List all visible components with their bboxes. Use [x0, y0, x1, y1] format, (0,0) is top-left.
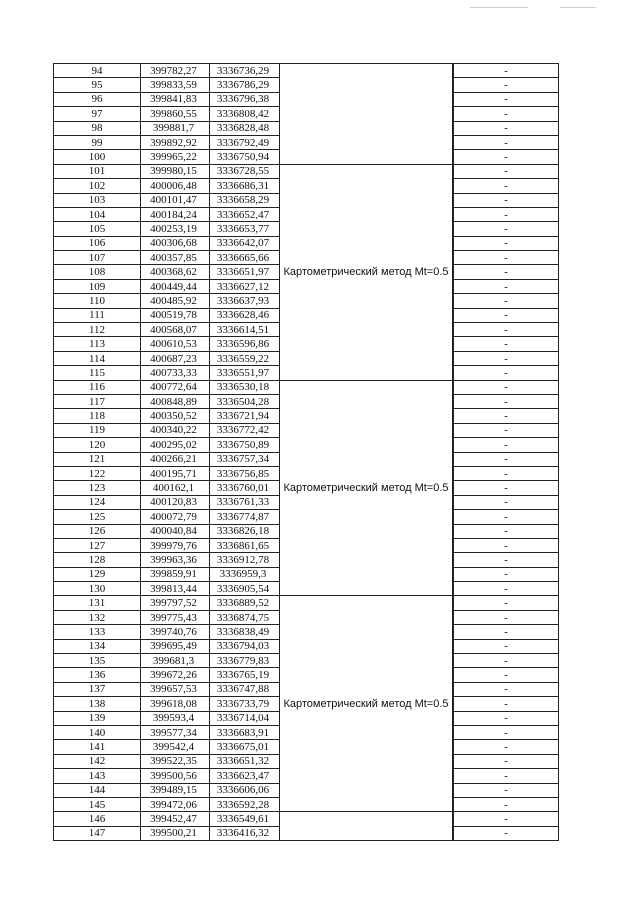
x-coordinate-cell: 400195,71 — [141, 466, 210, 480]
x-coordinate-cell: 400357,85 — [141, 251, 210, 265]
point-number-cell: 145 — [54, 797, 141, 811]
x-coordinate-cell: 400253,19 — [141, 222, 210, 236]
x-coordinate-cell: 400519,78 — [141, 308, 210, 322]
scan-mark — [560, 7, 596, 8]
point-number-cell: 143 — [54, 769, 141, 783]
y-coordinate-cell: 3336623,47 — [210, 769, 280, 783]
y-coordinate-cell: 3336794,03 — [210, 639, 280, 653]
point-number-cell: 133 — [54, 625, 141, 639]
accuracy-cell: - — [454, 740, 559, 754]
x-coordinate-cell: 400687,23 — [141, 351, 210, 365]
point-number-cell: 101 — [54, 164, 141, 178]
accuracy-cell: - — [454, 783, 559, 797]
scan-mark — [470, 7, 528, 8]
y-coordinate-cell: 3336750,94 — [210, 150, 280, 164]
y-coordinate-cell: 3336760,01 — [210, 481, 280, 495]
y-coordinate-cell: 3336549,61 — [210, 812, 280, 826]
accuracy-cell: - — [454, 135, 559, 149]
x-coordinate-cell: 399963,36 — [141, 553, 210, 567]
y-coordinate-cell: 3336828,48 — [210, 121, 280, 135]
y-coordinate-cell: 3336736,29 — [210, 64, 280, 78]
accuracy-cell: - — [454, 725, 559, 739]
y-coordinate-cell: 3336614,51 — [210, 323, 280, 337]
point-number-cell: 120 — [54, 438, 141, 452]
table-row — [54, 596, 559, 610]
accuracy-cell: - — [454, 366, 559, 380]
y-coordinate-cell: 3336637,93 — [210, 294, 280, 308]
y-coordinate-cell: 3336658,29 — [210, 193, 280, 207]
accuracy-cell: - — [454, 697, 559, 711]
y-coordinate-cell: 3336733,79 — [210, 697, 280, 711]
x-coordinate-cell: 400006,48 — [141, 179, 210, 193]
x-coordinate-cell: 400101,47 — [141, 193, 210, 207]
x-coordinate-cell: 400295,02 — [141, 438, 210, 452]
accuracy-cell: - — [454, 409, 559, 423]
point-number-cell: 130 — [54, 582, 141, 596]
x-coordinate-cell: 400568,07 — [141, 323, 210, 337]
method-cell: Картометрический метод Mt=0.5 — [280, 596, 453, 812]
point-number-cell: 112 — [54, 323, 141, 337]
point-number-cell: 125 — [54, 510, 141, 524]
x-coordinate-cell: 399740,76 — [141, 625, 210, 639]
point-number-cell: 140 — [54, 725, 141, 739]
x-coordinate-cell: 399522,35 — [141, 754, 210, 768]
point-number-cell: 119 — [54, 423, 141, 437]
accuracy-cell: - — [454, 812, 559, 826]
point-number-cell: 144 — [54, 783, 141, 797]
x-coordinate-cell: 400040,84 — [141, 524, 210, 538]
point-number-cell: 127 — [54, 538, 141, 552]
y-coordinate-cell: 3336765,19 — [210, 668, 280, 682]
point-number-cell: 128 — [54, 553, 141, 567]
x-coordinate-cell: 399782,27 — [141, 64, 210, 78]
table-row — [54, 380, 559, 394]
x-coordinate-cell: 399979,76 — [141, 538, 210, 552]
accuracy-cell: - — [454, 64, 559, 78]
accuracy-cell: - — [454, 92, 559, 106]
x-coordinate-cell: 400368,62 — [141, 265, 210, 279]
y-coordinate-cell: 3336786,29 — [210, 78, 280, 92]
x-coordinate-cell: 399500,56 — [141, 769, 210, 783]
accuracy-cell: - — [454, 682, 559, 696]
y-coordinate-cell: 3336606,06 — [210, 783, 280, 797]
point-number-cell: 146 — [54, 812, 141, 826]
method-cell — [280, 64, 453, 165]
accuracy-cell: - — [454, 654, 559, 668]
point-number-cell: 107 — [54, 251, 141, 265]
y-coordinate-cell: 3336596,86 — [210, 337, 280, 351]
accuracy-cell: - — [454, 538, 559, 552]
point-number-cell: 124 — [54, 495, 141, 509]
y-coordinate-cell: 3336889,52 — [210, 596, 280, 610]
accuracy-cell: - — [454, 596, 559, 610]
x-coordinate-cell: 399618,08 — [141, 697, 210, 711]
x-coordinate-cell: 400340,22 — [141, 423, 210, 437]
x-coordinate-cell: 399657,53 — [141, 682, 210, 696]
point-number-cell: 147 — [54, 826, 141, 840]
point-number-cell: 139 — [54, 711, 141, 725]
x-coordinate-cell: 400350,52 — [141, 409, 210, 423]
point-number-cell: 114 — [54, 351, 141, 365]
x-coordinate-cell: 399833,59 — [141, 78, 210, 92]
point-number-cell: 105 — [54, 222, 141, 236]
point-number-cell: 142 — [54, 754, 141, 768]
accuracy-cell: - — [454, 481, 559, 495]
y-coordinate-cell: 3336652,47 — [210, 207, 280, 221]
accuracy-cell: - — [454, 423, 559, 437]
accuracy-cell: - — [454, 524, 559, 538]
x-coordinate-cell: 399695,49 — [141, 639, 210, 653]
accuracy-cell: - — [454, 438, 559, 452]
accuracy-cell: - — [454, 193, 559, 207]
y-coordinate-cell: 3336714,04 — [210, 711, 280, 725]
y-coordinate-cell: 3336826,18 — [210, 524, 280, 538]
point-number-cell: 94 — [54, 64, 141, 78]
point-number-cell: 115 — [54, 366, 141, 380]
x-coordinate-cell: 400449,44 — [141, 279, 210, 293]
x-coordinate-cell: 399452,47 — [141, 812, 210, 826]
y-coordinate-cell: 3336675,01 — [210, 740, 280, 754]
point-number-cell: 122 — [54, 466, 141, 480]
x-coordinate-cell: 400072,79 — [141, 510, 210, 524]
point-number-cell: 135 — [54, 654, 141, 668]
x-coordinate-cell: 400485,92 — [141, 294, 210, 308]
y-coordinate-cell: 3336551,97 — [210, 366, 280, 380]
method-cell: Картометрический метод Mt=0.5 — [280, 164, 453, 380]
y-coordinate-cell: 3336756,85 — [210, 466, 280, 480]
accuracy-cell: - — [454, 797, 559, 811]
y-coordinate-cell: 3336757,34 — [210, 452, 280, 466]
x-coordinate-cell: 399892,92 — [141, 135, 210, 149]
y-coordinate-cell: 3336959,3 — [210, 567, 280, 581]
method-cell — [280, 812, 453, 841]
y-coordinate-cell: 3336665,66 — [210, 251, 280, 265]
accuracy-cell: - — [454, 639, 559, 653]
accuracy-cell: - — [454, 207, 559, 221]
x-coordinate-cell: 400306,68 — [141, 236, 210, 250]
y-coordinate-cell: 3336747,88 — [210, 682, 280, 696]
x-coordinate-cell: 399681,3 — [141, 654, 210, 668]
accuracy-cell: - — [454, 222, 559, 236]
point-number-cell: 106 — [54, 236, 141, 250]
y-coordinate-cell: 3336416,32 — [210, 826, 280, 840]
accuracy-cell: - — [454, 294, 559, 308]
table-row — [54, 812, 559, 826]
x-coordinate-cell: 400162,1 — [141, 481, 210, 495]
point-number-cell: 99 — [54, 135, 141, 149]
x-coordinate-cell: 399965,22 — [141, 150, 210, 164]
accuracy-cell: - — [454, 582, 559, 596]
accuracy-cell: - — [454, 495, 559, 509]
point-number-cell: 131 — [54, 596, 141, 610]
y-coordinate-cell: 3336504,28 — [210, 394, 280, 408]
x-coordinate-cell: 400184,24 — [141, 207, 210, 221]
y-coordinate-cell: 3336653,77 — [210, 222, 280, 236]
x-coordinate-cell: 399841,83 — [141, 92, 210, 106]
x-coordinate-cell: 400120,83 — [141, 495, 210, 509]
accuracy-cell: - — [454, 179, 559, 193]
y-coordinate-cell: 3336750,89 — [210, 438, 280, 452]
accuracy-cell: - — [454, 567, 559, 581]
point-number-cell: 100 — [54, 150, 141, 164]
y-coordinate-cell: 3336642,07 — [210, 236, 280, 250]
y-coordinate-cell: 3336628,46 — [210, 308, 280, 322]
accuracy-cell: - — [454, 308, 559, 322]
table-row — [54, 164, 559, 178]
accuracy-cell: - — [454, 164, 559, 178]
point-number-cell: 129 — [54, 567, 141, 581]
y-coordinate-cell: 3336808,42 — [210, 107, 280, 121]
accuracy-cell: - — [454, 754, 559, 768]
accuracy-cell: - — [454, 380, 559, 394]
y-coordinate-cell: 3336627,12 — [210, 279, 280, 293]
x-coordinate-cell: 399489,15 — [141, 783, 210, 797]
point-number-cell: 97 — [54, 107, 141, 121]
accuracy-cell: - — [454, 265, 559, 279]
point-number-cell: 110 — [54, 294, 141, 308]
y-coordinate-cell: 3336761,33 — [210, 495, 280, 509]
y-coordinate-cell: 3336796,38 — [210, 92, 280, 106]
accuracy-cell: - — [454, 279, 559, 293]
y-coordinate-cell: 3336686,31 — [210, 179, 280, 193]
coordinates-table — [53, 63, 559, 841]
accuracy-cell: - — [454, 625, 559, 639]
y-coordinate-cell: 3336559,22 — [210, 351, 280, 365]
point-number-cell: 132 — [54, 610, 141, 624]
point-number-cell: 138 — [54, 697, 141, 711]
point-number-cell: 104 — [54, 207, 141, 221]
table-row — [54, 64, 559, 78]
y-coordinate-cell: 3336728,55 — [210, 164, 280, 178]
x-coordinate-cell: 399500,21 — [141, 826, 210, 840]
y-coordinate-cell: 3336651,32 — [210, 754, 280, 768]
accuracy-cell: - — [454, 769, 559, 783]
accuracy-cell: - — [454, 394, 559, 408]
accuracy-cell: - — [454, 466, 559, 480]
point-number-cell: 96 — [54, 92, 141, 106]
point-number-cell: 141 — [54, 740, 141, 754]
accuracy-cell: - — [454, 351, 559, 365]
y-coordinate-cell: 3336592,28 — [210, 797, 280, 811]
accuracy-cell: - — [454, 452, 559, 466]
y-coordinate-cell: 3336861,65 — [210, 538, 280, 552]
x-coordinate-cell: 400266,21 — [141, 452, 210, 466]
point-number-cell: 95 — [54, 78, 141, 92]
accuracy-cell: - — [454, 251, 559, 265]
x-coordinate-cell: 399881,7 — [141, 121, 210, 135]
point-number-cell: 121 — [54, 452, 141, 466]
point-number-cell: 117 — [54, 394, 141, 408]
x-coordinate-cell: 399472,06 — [141, 797, 210, 811]
point-number-cell: 116 — [54, 380, 141, 394]
accuracy-cell: - — [454, 121, 559, 135]
point-number-cell: 123 — [54, 481, 141, 495]
x-coordinate-cell: 399542,4 — [141, 740, 210, 754]
accuracy-cell: - — [454, 323, 559, 337]
point-number-cell: 136 — [54, 668, 141, 682]
point-number-cell: 98 — [54, 121, 141, 135]
x-coordinate-cell: 400772,64 — [141, 380, 210, 394]
y-coordinate-cell: 3336530,18 — [210, 380, 280, 394]
x-coordinate-cell: 400610,53 — [141, 337, 210, 351]
accuracy-cell: - — [454, 236, 559, 250]
x-coordinate-cell: 399797,52 — [141, 596, 210, 610]
x-coordinate-cell: 400848,89 — [141, 394, 210, 408]
y-coordinate-cell: 3336874,75 — [210, 610, 280, 624]
accuracy-cell: - — [454, 150, 559, 164]
point-number-cell: 126 — [54, 524, 141, 538]
point-number-cell: 118 — [54, 409, 141, 423]
point-number-cell: 102 — [54, 179, 141, 193]
point-number-cell: 134 — [54, 639, 141, 653]
y-coordinate-cell: 3336651,97 — [210, 265, 280, 279]
accuracy-cell: - — [454, 668, 559, 682]
point-number-cell: 109 — [54, 279, 141, 293]
accuracy-cell: - — [454, 337, 559, 351]
y-coordinate-cell: 3336912,78 — [210, 553, 280, 567]
x-coordinate-cell: 399593,4 — [141, 711, 210, 725]
accuracy-cell: - — [454, 553, 559, 567]
y-coordinate-cell: 3336683,91 — [210, 725, 280, 739]
x-coordinate-cell: 399813,44 — [141, 582, 210, 596]
x-coordinate-cell: 400733,33 — [141, 366, 210, 380]
x-coordinate-cell: 399860,55 — [141, 107, 210, 121]
x-coordinate-cell: 399980,15 — [141, 164, 210, 178]
coordinates-table-body — [54, 64, 559, 841]
x-coordinate-cell: 399859,91 — [141, 567, 210, 581]
y-coordinate-cell: 3336792,49 — [210, 135, 280, 149]
accuracy-cell: - — [454, 610, 559, 624]
accuracy-cell: - — [454, 711, 559, 725]
y-coordinate-cell: 3336772,42 — [210, 423, 280, 437]
point-number-cell: 113 — [54, 337, 141, 351]
accuracy-cell: - — [454, 78, 559, 92]
accuracy-cell: - — [454, 510, 559, 524]
point-number-cell: 103 — [54, 193, 141, 207]
x-coordinate-cell: 399775,43 — [141, 610, 210, 624]
y-coordinate-cell: 3336838,49 — [210, 625, 280, 639]
point-number-cell: 137 — [54, 682, 141, 696]
y-coordinate-cell: 3336774,87 — [210, 510, 280, 524]
y-coordinate-cell: 3336779,83 — [210, 654, 280, 668]
y-coordinate-cell: 3336905,54 — [210, 582, 280, 596]
method-cell: Картометрический метод Mt=0.5 — [280, 380, 453, 596]
accuracy-cell: - — [454, 107, 559, 121]
y-coordinate-cell: 3336721,94 — [210, 409, 280, 423]
point-number-cell: 108 — [54, 265, 141, 279]
accuracy-cell: - — [454, 826, 559, 840]
x-coordinate-cell: 399577,34 — [141, 725, 210, 739]
point-number-cell: 111 — [54, 308, 141, 322]
x-coordinate-cell: 399672,26 — [141, 668, 210, 682]
